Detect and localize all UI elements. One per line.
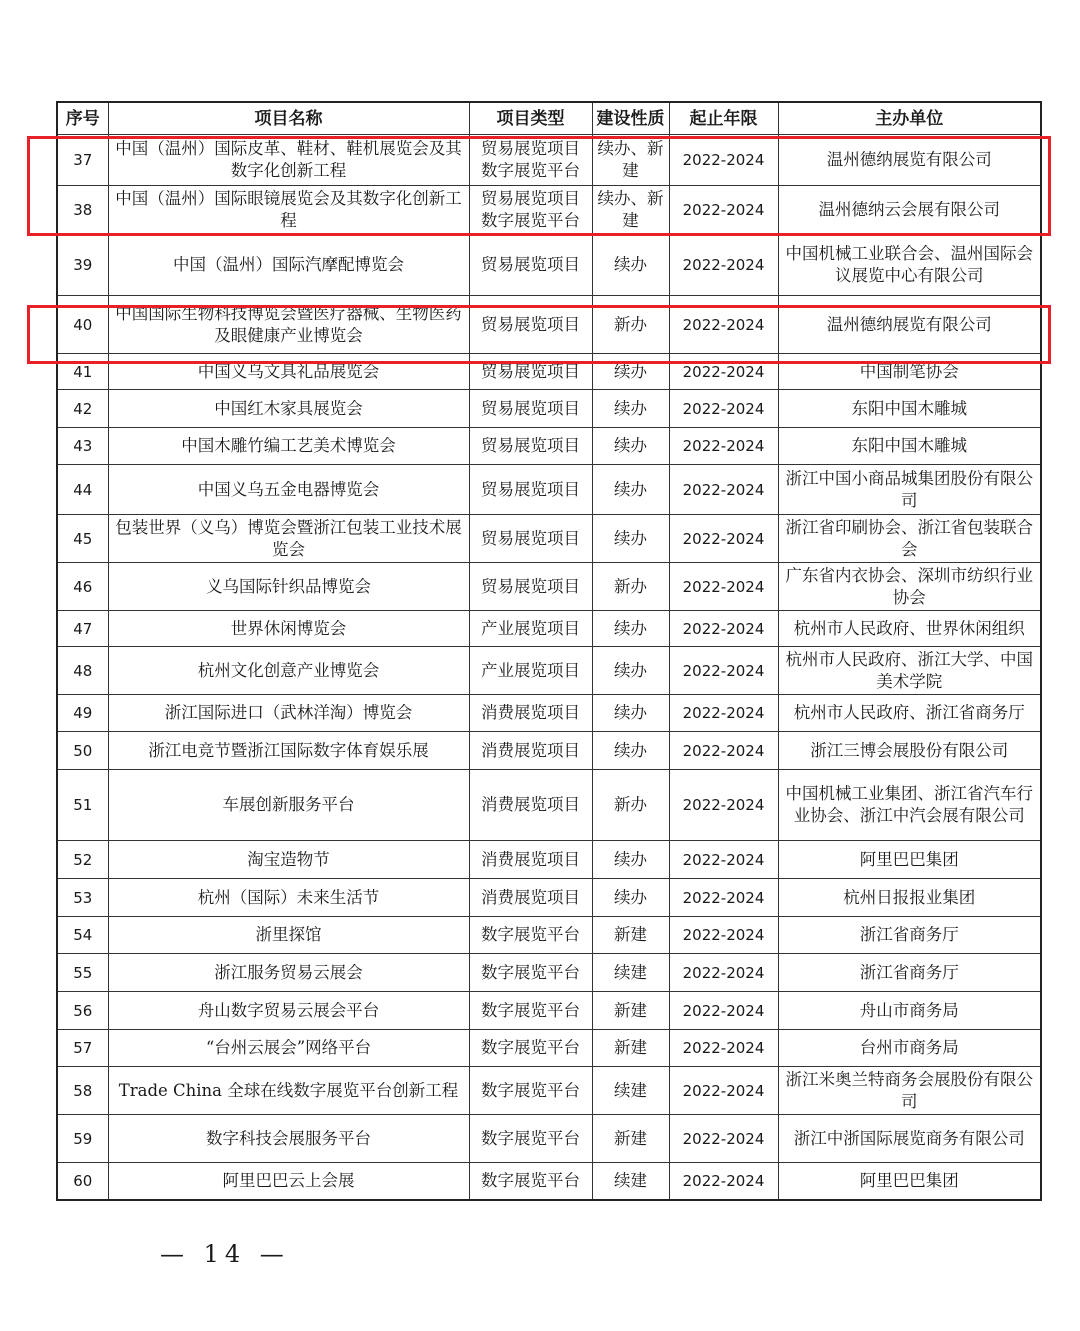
cell-type: 贸易展览项目 xyxy=(469,563,592,611)
cell-nature: 续办 xyxy=(592,695,669,732)
cell-type: 数字展览平台 xyxy=(469,917,592,954)
cell-nature: 新建 xyxy=(592,992,669,1030)
table-row xyxy=(57,1115,1041,1163)
cell-type: 数字展览平台 xyxy=(469,992,592,1030)
table-row xyxy=(57,135,1041,186)
cell-type: 贸易展览项目 数字展览平台 xyxy=(469,135,592,186)
cell-nature: 新建 xyxy=(592,1030,669,1067)
cell-organizer: 中国机械工业集团、浙江省汽车行业协会、浙江中汽会展有限公司 xyxy=(778,770,1041,841)
cell-organizer: 东阳中国木雕城 xyxy=(778,428,1041,465)
cell-organizer: 台州市商务局 xyxy=(778,1030,1041,1067)
cell-name: 中国义乌五金电器博览会 xyxy=(108,465,469,515)
cell-organizer: 中国制笔协会 xyxy=(778,354,1041,390)
cell-type: 消费展览项目 xyxy=(469,879,592,917)
cell-type: 消费展览项目 xyxy=(469,770,592,841)
cell-type: 消费展览项目 xyxy=(469,732,592,770)
cell-nature: 续办 xyxy=(592,234,669,296)
table-row xyxy=(57,841,1041,879)
cell-nature: 新建 xyxy=(592,1115,669,1163)
cell-type: 贸易展览项目 xyxy=(469,296,592,354)
cell-nature: 续建 xyxy=(592,954,669,992)
cell-name: 浙江国际进口（武林洋淘）博览会 xyxy=(108,695,469,732)
cell-years: 2022-2024 xyxy=(669,354,778,390)
cell-nature: 新办 xyxy=(592,563,669,611)
cell-nature: 续建 xyxy=(592,1163,669,1200)
cell-no: 55 xyxy=(57,954,108,992)
header-cell-years: 起止年限 xyxy=(669,102,778,135)
cell-type: 数字展览平台 xyxy=(469,1163,592,1200)
cell-no: 42 xyxy=(57,390,108,428)
cell-organizer: 阿里巴巴集团 xyxy=(778,841,1041,879)
cell-nature: 续办、新建 xyxy=(592,186,669,234)
cell-name: 中国红木家具展览会 xyxy=(108,390,469,428)
cell-no: 46 xyxy=(57,563,108,611)
cell-type: 数字展览平台 xyxy=(469,954,592,992)
cell-nature: 新办 xyxy=(592,296,669,354)
cell-type: 产业展览项目 xyxy=(469,647,592,695)
cell-years: 2022-2024 xyxy=(669,1115,778,1163)
cell-years: 2022-2024 xyxy=(669,954,778,992)
cell-organizer: 广东省内衣协会、深圳市纺织行业协会 xyxy=(778,563,1041,611)
cell-no: 43 xyxy=(57,428,108,465)
table-row xyxy=(57,770,1041,841)
cell-no: 49 xyxy=(57,695,108,732)
cell-name: 杭州文化创意产业博览会 xyxy=(108,647,469,695)
cell-years: 2022-2024 xyxy=(669,732,778,770)
cell-organizer: 浙江省商务厅 xyxy=(778,917,1041,954)
cell-type: 数字展览平台 xyxy=(469,1067,592,1115)
table-row xyxy=(57,954,1041,992)
cell-type: 贸易展览项目 xyxy=(469,234,592,296)
cell-type: 贸易展览项目 xyxy=(469,354,592,390)
cell-name: 中国义乌文具礼品展览会 xyxy=(108,354,469,390)
cell-name: 中国国际生物科技博览会暨医疗器械、生物医药及眼健康产业博览会 xyxy=(108,296,469,354)
cell-years: 2022-2024 xyxy=(669,1163,778,1200)
table-row xyxy=(57,695,1041,732)
cell-name: 中国（温州）国际眼镜展览会及其数字化创新工程 xyxy=(108,186,469,234)
cell-name: 世界休闲博览会 xyxy=(108,611,469,647)
table-row xyxy=(57,296,1041,354)
table-row xyxy=(57,917,1041,954)
cell-nature: 续办、新建 xyxy=(592,135,669,186)
cell-organizer: 温州德纳展览有限公司 xyxy=(778,135,1041,186)
cell-organizer: 阿里巴巴集团 xyxy=(778,1163,1041,1200)
table-row xyxy=(57,563,1041,611)
cell-organizer: 杭州市人民政府、世界休闲组织 xyxy=(778,611,1041,647)
table-row xyxy=(57,1163,1041,1200)
table-row xyxy=(57,879,1041,917)
cell-no: 60 xyxy=(57,1163,108,1200)
cell-years: 2022-2024 xyxy=(669,515,778,563)
cell-organizer: 温州德纳展览有限公司 xyxy=(778,296,1041,354)
cell-name: 车展创新服务平台 xyxy=(108,770,469,841)
table-row xyxy=(57,611,1041,647)
header-cell-type: 项目类型 xyxy=(469,102,592,135)
cell-name: 包装世界（义乌）博览会暨浙江包装工业技术展览会 xyxy=(108,515,469,563)
cell-nature: 新建 xyxy=(592,917,669,954)
cell-nature: 续办 xyxy=(592,841,669,879)
cell-no: 45 xyxy=(57,515,108,563)
cell-nature: 续办 xyxy=(592,647,669,695)
cell-organizer: 东阳中国木雕城 xyxy=(778,390,1041,428)
cell-nature: 续建 xyxy=(592,1067,669,1115)
table-row xyxy=(57,732,1041,770)
cell-name: 淘宝造物节 xyxy=(108,841,469,879)
cell-name: 中国（温州）国际汽摩配博览会 xyxy=(108,234,469,296)
cell-name: Trade China 全球在线数字展览平台创新工程 xyxy=(108,1067,469,1115)
cell-years: 2022-2024 xyxy=(669,1067,778,1115)
cell-years: 2022-2024 xyxy=(669,186,778,234)
cell-name: 义乌国际针织品博览会 xyxy=(108,563,469,611)
cell-no: 50 xyxy=(57,732,108,770)
cell-type: 贸易展览项目 xyxy=(469,515,592,563)
table-header-row xyxy=(57,102,1041,135)
cell-organizer: 浙江米奥兰特商务会展股份有限公司 xyxy=(778,1067,1041,1115)
table-row xyxy=(57,1067,1041,1115)
cell-type: 数字展览平台 xyxy=(469,1115,592,1163)
cell-years: 2022-2024 xyxy=(669,1030,778,1067)
header-cell-organizer: 主办单位 xyxy=(778,102,1041,135)
cell-organizer: 舟山市商务局 xyxy=(778,992,1041,1030)
cell-years: 2022-2024 xyxy=(669,390,778,428)
cell-no: 51 xyxy=(57,770,108,841)
header-cell-nature: 建设性质 xyxy=(592,102,669,135)
cell-name: 中国（温州）国际皮革、鞋材、鞋机展览会及其数字化创新工程 xyxy=(108,135,469,186)
cell-no: 40 xyxy=(57,296,108,354)
cell-type: 贸易展览项目 xyxy=(469,390,592,428)
table-row xyxy=(57,234,1041,296)
cell-years: 2022-2024 xyxy=(669,563,778,611)
project-table xyxy=(56,101,1042,1201)
cell-type: 贸易展览项目 xyxy=(469,465,592,515)
cell-nature: 续办 xyxy=(592,428,669,465)
cell-no: 57 xyxy=(57,1030,108,1067)
cell-organizer: 浙江省印刷协会、浙江省包装联合会 xyxy=(778,515,1041,563)
cell-name: 中国木雕竹编工艺美术博览会 xyxy=(108,428,469,465)
cell-years: 2022-2024 xyxy=(669,695,778,732)
cell-type: 消费展览项目 xyxy=(469,695,592,732)
cell-name: 数字科技会展服务平台 xyxy=(108,1115,469,1163)
cell-name: 浙江服务贸易云展会 xyxy=(108,954,469,992)
cell-years: 2022-2024 xyxy=(669,428,778,465)
cell-type: 消费展览项目 xyxy=(469,841,592,879)
cell-years: 2022-2024 xyxy=(669,465,778,515)
header-cell-name: 项目名称 xyxy=(108,102,469,135)
cell-years: 2022-2024 xyxy=(669,879,778,917)
cell-organizer: 杭州市人民政府、浙江大学、中国美术学院 xyxy=(778,647,1041,695)
cell-name: 浙里探馆 xyxy=(108,917,469,954)
cell-nature: 续办 xyxy=(592,465,669,515)
cell-name: “台州云展会”网络平台 xyxy=(108,1030,469,1067)
cell-no: 54 xyxy=(57,917,108,954)
table-row xyxy=(57,515,1041,563)
cell-organizer: 杭州日报报业集团 xyxy=(778,879,1041,917)
cell-years: 2022-2024 xyxy=(669,611,778,647)
cell-no: 48 xyxy=(57,647,108,695)
cell-organizer: 温州德纳云会展有限公司 xyxy=(778,186,1041,234)
cell-years: 2022-2024 xyxy=(669,917,778,954)
cell-organizer: 浙江中国小商品城集团股份有限公司 xyxy=(778,465,1041,515)
table-row xyxy=(57,354,1041,390)
cell-name: 阿里巴巴云上会展 xyxy=(108,1163,469,1200)
cell-organizer: 中国机械工业联合会、温州国际会议展览中心有限公司 xyxy=(778,234,1041,296)
cell-nature: 新办 xyxy=(592,770,669,841)
table-row xyxy=(57,465,1041,515)
cell-type: 产业展览项目 xyxy=(469,611,592,647)
cell-organizer: 浙江中浙国际展览商务有限公司 xyxy=(778,1115,1041,1163)
cell-years: 2022-2024 xyxy=(669,841,778,879)
cell-no: 44 xyxy=(57,465,108,515)
cell-nature: 续办 xyxy=(592,732,669,770)
cell-no: 38 xyxy=(57,186,108,234)
cell-name: 舟山数字贸易云展会平台 xyxy=(108,992,469,1030)
cell-years: 2022-2024 xyxy=(669,234,778,296)
cell-nature: 续办 xyxy=(592,354,669,390)
cell-no: 56 xyxy=(57,992,108,1030)
cell-no: 59 xyxy=(57,1115,108,1163)
page-number: — 14 — xyxy=(160,1240,290,1268)
cell-nature: 续办 xyxy=(592,515,669,563)
cell-organizer: 浙江省商务厅 xyxy=(778,954,1041,992)
table-row xyxy=(57,186,1041,234)
cell-organizer: 浙江三博会展股份有限公司 xyxy=(778,732,1041,770)
cell-type: 贸易展览项目 数字展览平台 xyxy=(469,186,592,234)
cell-years: 2022-2024 xyxy=(669,770,778,841)
cell-nature: 续办 xyxy=(592,879,669,917)
table-body xyxy=(57,135,1041,1200)
cell-years: 2022-2024 xyxy=(669,296,778,354)
cell-no: 58 xyxy=(57,1067,108,1115)
cell-type: 数字展览平台 xyxy=(469,1030,592,1067)
cell-years: 2022-2024 xyxy=(669,135,778,186)
table-row xyxy=(57,428,1041,465)
table-row xyxy=(57,992,1041,1030)
cell-years: 2022-2024 xyxy=(669,647,778,695)
cell-organizer: 杭州市人民政府、浙江省商务厅 xyxy=(778,695,1041,732)
table-row xyxy=(57,647,1041,695)
table-row xyxy=(57,390,1041,428)
cell-name: 杭州（国际）未来生活节 xyxy=(108,879,469,917)
cell-no: 39 xyxy=(57,234,108,296)
cell-no: 53 xyxy=(57,879,108,917)
cell-no: 47 xyxy=(57,611,108,647)
cell-no: 37 xyxy=(57,135,108,186)
cell-no: 52 xyxy=(57,841,108,879)
cell-nature: 续办 xyxy=(592,390,669,428)
table-row xyxy=(57,1030,1041,1067)
cell-no: 41 xyxy=(57,354,108,390)
cell-type: 贸易展览项目 xyxy=(469,428,592,465)
cell-nature: 续办 xyxy=(592,611,669,647)
header-cell-no: 序号 xyxy=(57,102,108,135)
cell-years: 2022-2024 xyxy=(669,992,778,1030)
cell-name: 浙江电竞节暨浙江国际数字体育娱乐展 xyxy=(108,732,469,770)
